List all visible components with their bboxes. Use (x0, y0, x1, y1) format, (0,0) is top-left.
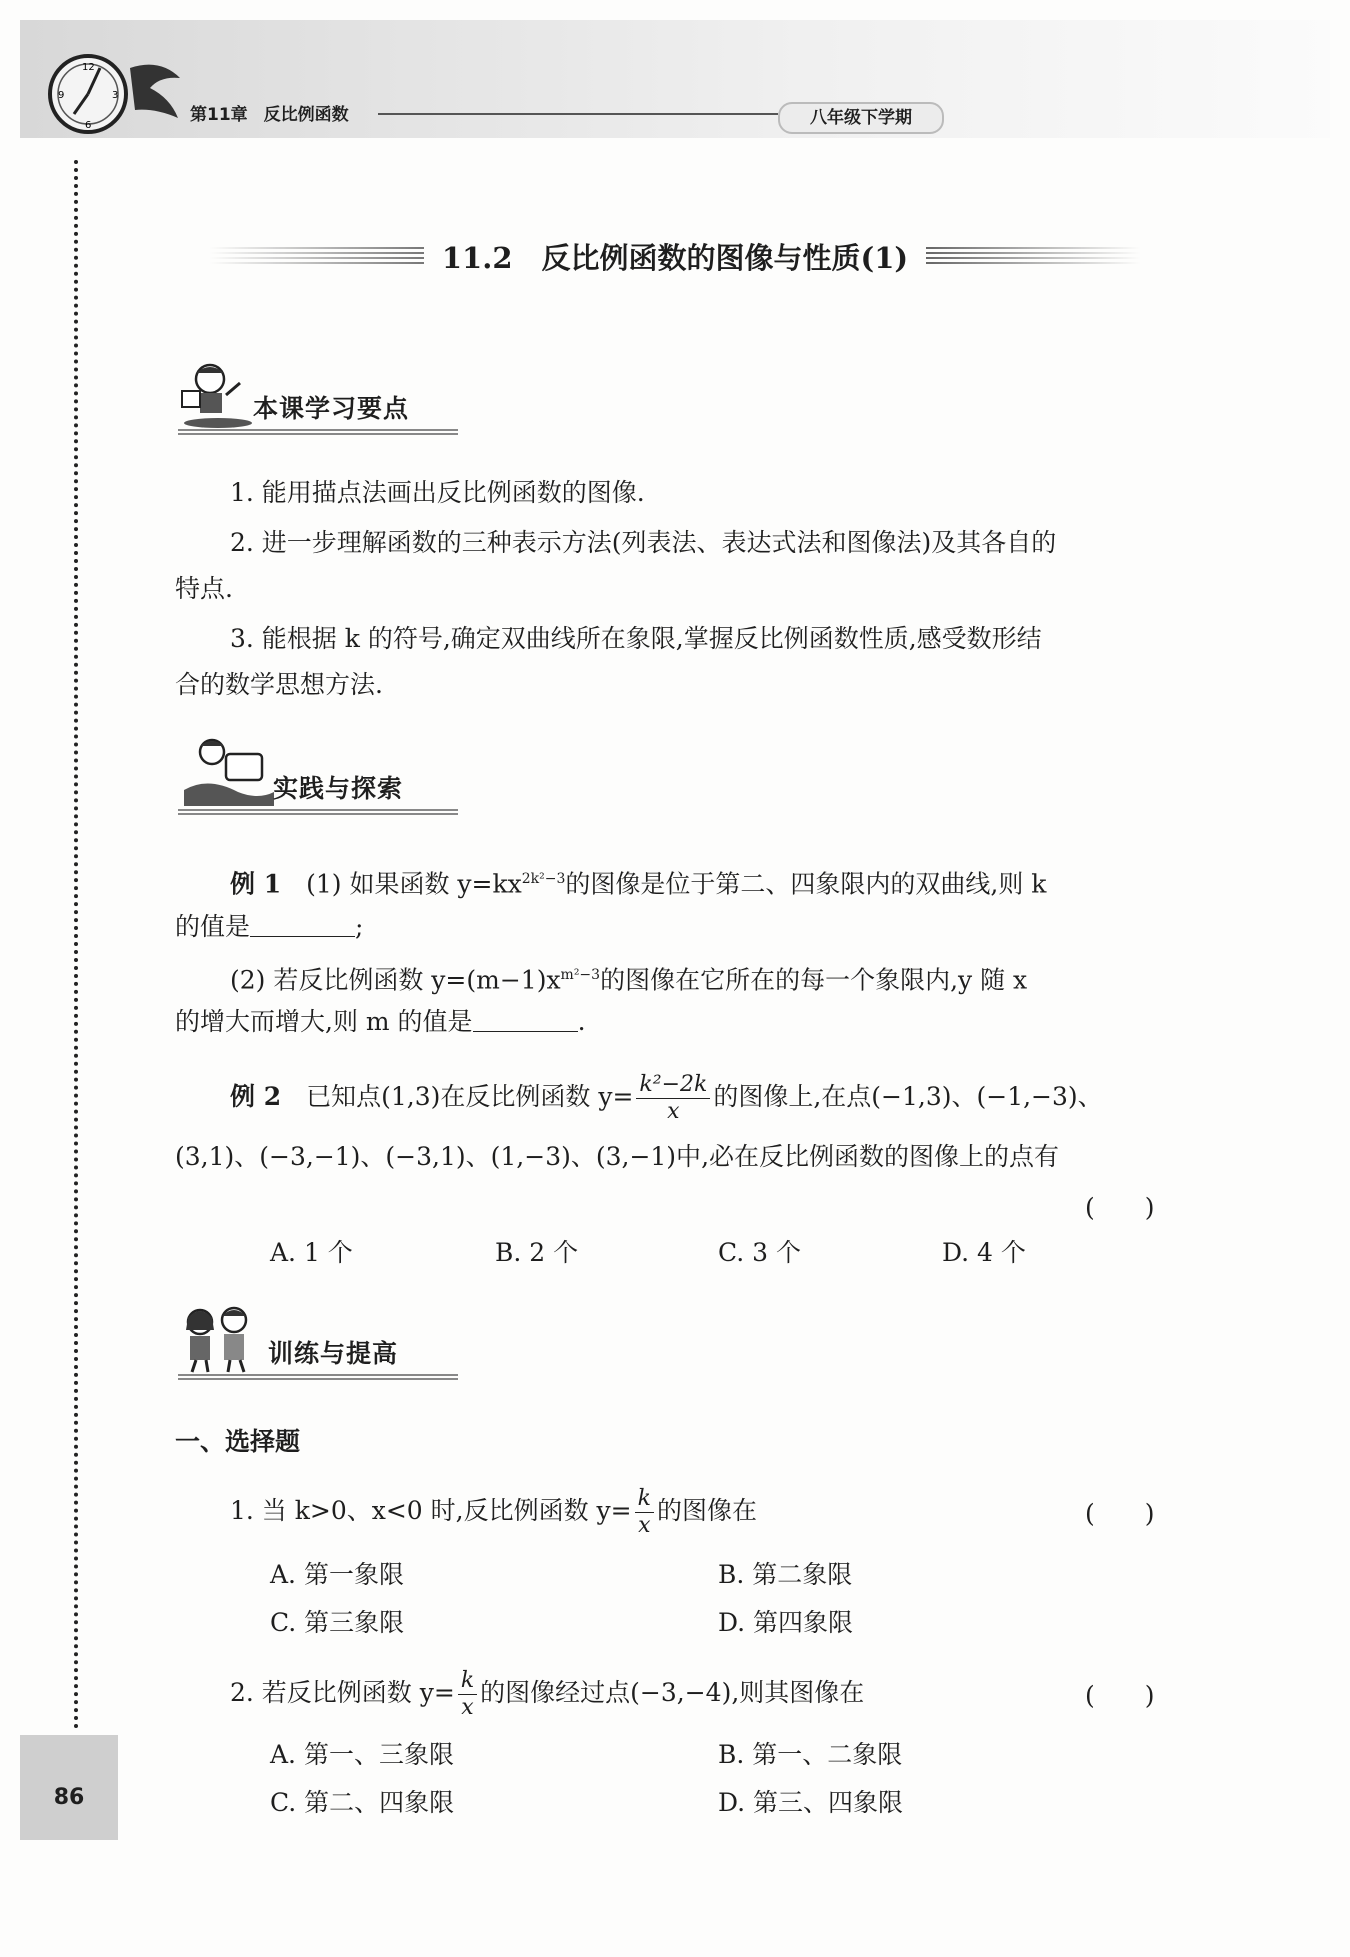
section-title-row (210, 232, 1140, 280)
key-point-2: 2. 进一步理解函数的三种表示方法(列表法、表达式法和图像法)及其各自的 (230, 528, 1057, 557)
example-2-label: 例 2 (230, 1082, 282, 1111)
heading-rule (178, 809, 458, 815)
practice-label: 实践与探索 (273, 774, 404, 803)
example-1-part-2-cont (175, 1005, 586, 1039)
answer-paren[interactable]: ( ) (1085, 1499, 1155, 1528)
key-point-3: 3. 能根据 k 的符号,确定双曲线所在象限,掌握反比例函数性质,感受数形结 (230, 624, 1042, 653)
example-2-text-b: 的图像上,在点(−1,3)、(−1,−3)、 (713, 1082, 1103, 1111)
example-1-part2-text-a: (2) 若反比例函数 y=(m−1)x (230, 965, 561, 995)
example-1-exponent: 2k²−3 (521, 871, 566, 887)
example-2-option-c: C. 3 个 (718, 1238, 801, 1267)
compass-clock-icon (40, 48, 190, 138)
part-title: 一、选择题 (175, 1427, 301, 1456)
chapter-number: 第11章 (190, 105, 248, 125)
example-1-part2-text-b: 的图像在它所在的每一个象限内,y 随 x (600, 965, 1028, 995)
example-2-text-a: 已知点(1,3)在反比例函数 y= (306, 1082, 634, 1111)
answer-blank[interactable] (473, 1009, 578, 1032)
fraction-numerator: k²−2k (636, 1072, 710, 1099)
example-1-part2-end: . (577, 1007, 586, 1036)
question-1-text-a: 1. 当 k>0、x<0 时,反比例函数 y= (230, 1496, 632, 1525)
grade-badge: 八年级下学期 (778, 102, 944, 134)
heading-rule (178, 429, 458, 435)
example-1-part-2 (230, 958, 1027, 997)
question-2-option-c: C. 第二、四象限 (270, 1788, 455, 1817)
page-number: 86 (53, 1785, 85, 1810)
example-1-text-b: 的图像是位于第二、四象限内的双曲线,则 k (565, 869, 1047, 899)
key-point-2-cont: 特点. (175, 574, 233, 603)
question-1 (230, 1486, 757, 1539)
heading-rule (178, 1374, 458, 1380)
fraction-denominator: x (638, 1513, 651, 1538)
answer-paren[interactable]: ( ) (1085, 1681, 1155, 1710)
example-1-text-a: (1) 如果函数 y=kx (306, 869, 522, 899)
example-1-label: 例 1 (230, 869, 282, 899)
title-stripes-right (926, 247, 1140, 265)
example-2-fraction (636, 1072, 710, 1125)
question-1-option-b: B. 第二象限 (718, 1560, 853, 1589)
answer-blank[interactable] (250, 914, 355, 937)
example-1-end: ; (355, 912, 364, 941)
example-1-part2-exponent: m²−3 (560, 967, 601, 983)
practice-heading (178, 745, 458, 815)
key-point-1: 1. 能用描点法画出反比例函数的图像. (230, 478, 645, 507)
question-1-text-b: 的图像在 (656, 1496, 757, 1525)
question-2-option-a: A. 第一、三象限 (270, 1740, 454, 1769)
svg-text:6: 6 (85, 120, 92, 131)
fraction-denominator: x (667, 1099, 680, 1124)
question-2-fraction (458, 1668, 477, 1721)
section-title: 11.2 反比例函数的图像与性质(1) (441, 240, 909, 275)
question-2 (230, 1668, 864, 1721)
question-1-fraction (635, 1486, 654, 1539)
question-2-option-b: B. 第一、二象限 (718, 1740, 903, 1769)
boy-surfing-icon (178, 736, 278, 811)
example-1-part-1-cont (175, 910, 363, 944)
training-heading (178, 1310, 458, 1380)
header-divider (378, 113, 778, 115)
key-points-label: 本课学习要点 (253, 394, 410, 423)
example-1-text-c: 的值是 (175, 912, 251, 941)
example-1-part-1 (230, 862, 1046, 901)
key-point-3-cont: 合的数学思想方法. (175, 670, 383, 699)
example-1-part2-text-c: 的增大而增大,则 m 的值是 (175, 1007, 473, 1036)
two-kids-icon (178, 1304, 268, 1376)
svg-text:12: 12 (82, 62, 95, 73)
svg-text:3: 3 (112, 90, 119, 101)
title-stripes-left (210, 247, 424, 265)
example-2-option-b: B. 2 个 (495, 1238, 579, 1267)
example-2-cont: (3,1)、(−3,−1)、(−3,1)、(1,−3)、(3,−1)中,必在反比例函数的图像上的点有 (175, 1142, 1060, 1171)
chapter-name: 反比例函数 (263, 105, 349, 125)
training-label: 训练与提高 (268, 1339, 399, 1368)
fraction-denominator: x (461, 1695, 474, 1720)
question-1-option-d: D. 第四象限 (718, 1608, 854, 1637)
dotted-margin (74, 160, 78, 1730)
question-2-text-b: 的图像经过点(−3,−4),则其图像在 (480, 1678, 865, 1707)
question-1-option-c: C. 第三象限 (270, 1608, 405, 1637)
question-2-text-a: 2. 若反比例函数 y= (230, 1678, 455, 1707)
key-points-heading (178, 365, 458, 435)
chapter-title (190, 100, 365, 125)
svg-text:9: 9 (58, 90, 65, 101)
example-2-option-d: D. 4 个 (942, 1238, 1026, 1267)
example-2-option-a: A. 1 个 (270, 1238, 353, 1267)
fraction-numerator: k (635, 1486, 654, 1513)
answer-paren[interactable]: ( ) (1085, 1193, 1155, 1222)
example-2 (230, 1072, 1103, 1125)
question-1-option-a: A. 第一象限 (270, 1560, 404, 1589)
fraction-numerator: k (458, 1668, 477, 1695)
question-2-option-d: D. 第三、四象限 (718, 1788, 904, 1817)
